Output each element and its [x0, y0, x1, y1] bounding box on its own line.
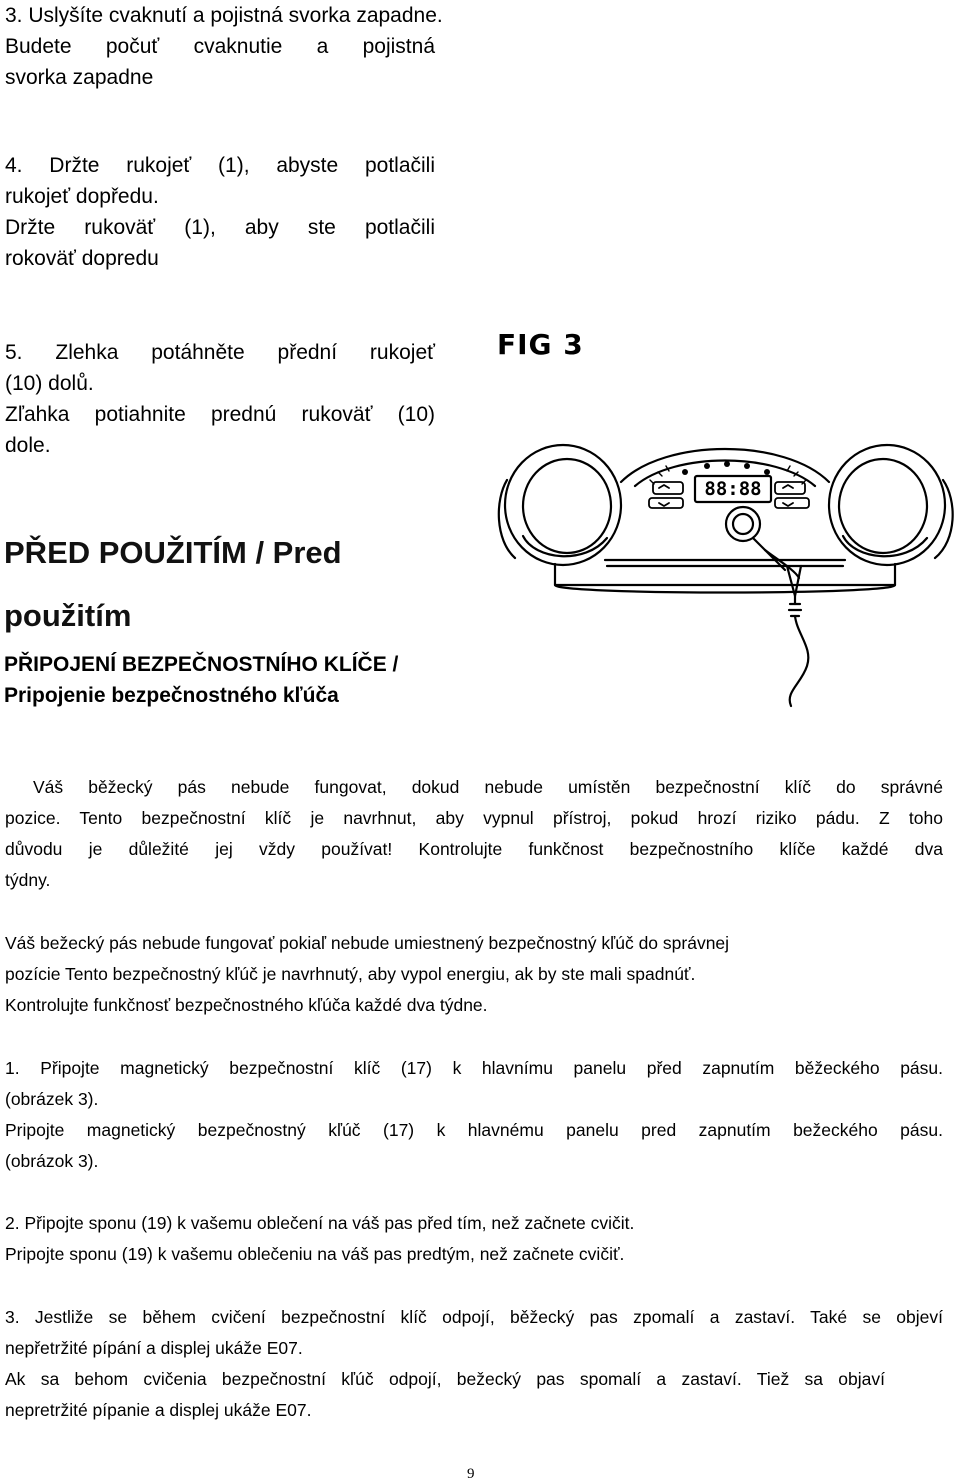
- intro-sk-line-2: pozície Tento bezpečnostný kľúč je navrhnutý, aby vypol energiu, ak by ste mali spadnúť.: [5, 964, 696, 984]
- step-2-block: [5, 1208, 943, 1270]
- section-heading-line-1: PŘED POUŽITÍM / Pred: [4, 535, 342, 570]
- intro-cz-line-3: důvodu je důležité jej vždy používat! Kontrolujte funkčnost bezpečnostního klíče každé dva: [5, 839, 943, 859]
- step-3b-sk-line-2: nepretržité pípanie a displej ukáže E07.: [5, 1400, 312, 1420]
- step-3-block: [5, 0, 443, 93]
- step-5-cz-line-1: 5. Zlehka potáhněte přední rukojeť: [5, 341, 435, 364]
- step-3-sk-line-1: Budete počuť cvaknutie a pojistná: [5, 35, 435, 58]
- left-cup-holder: [499, 445, 621, 565]
- step-4-block: [5, 150, 435, 274]
- safety-key-cord: [790, 616, 809, 706]
- step-1-sk-line-1: Pripojte magnetický bezpečnostný kľúč (17) k hlavnému panelu pred zapnutím bežeckého pásu.: [5, 1120, 943, 1140]
- step-5-cz-line-2: (10) dolů.: [5, 372, 94, 395]
- safety-key-socket: [726, 507, 760, 541]
- step-5-sk-line-1: Zľahka potiahnite prednú rukoväť (10): [5, 403, 435, 426]
- right-cup-holder: [829, 445, 953, 565]
- step-4-cz-line-1: 4. Držte rukojeť (1), abyste potlačili: [5, 154, 435, 177]
- page-number: 9: [467, 1466, 475, 1482]
- figure-label: FIG 3: [497, 328, 584, 361]
- step-1-cz-line-2: (obrázek 3).: [5, 1089, 99, 1109]
- console-housing: [555, 449, 895, 593]
- step-3-bottom-block: [5, 1302, 943, 1426]
- step-3-sk-line-2: svorka zapadne: [5, 66, 154, 89]
- step-4-cz-line-2: rukojeť dopředu.: [5, 185, 159, 208]
- step-4-sk-line-1: Držte rukoväť (1), aby ste potlačili: [5, 216, 435, 239]
- step-3-cz: 3. Uslyšíte cvaknutí a pojistná svorka zapadne.: [5, 4, 443, 27]
- step-1-sk-line-2: (obrázok 3).: [5, 1151, 99, 1171]
- section-heading-line-2: použitím: [4, 598, 132, 633]
- intro-cz-line-2: pozice. Tento bezpečnostní klíč je navrhnut, aby vypnul přístroj, pokud hrozí riziko pádu. Z toho: [5, 808, 943, 828]
- step-2-sk: Pripojte sponu (19) k vašemu oblečeniu na váš pas predtým, než začnete cvičiť.: [5, 1244, 625, 1264]
- intro-cz-line-4: týdny.: [5, 870, 51, 890]
- step-3b-cz-line-2: nepřetržité pípání a displej ukáže E07.: [5, 1338, 303, 1358]
- safety-key-console-illustration: [495, 420, 955, 710]
- intro-cz: [5, 772, 943, 896]
- step-5-sk-line-2: dole.: [5, 434, 51, 457]
- step-2-cz: 2. Připojte sponu (19) k vašemu oblečení na váš pas před tím, než začnete cvičit.: [5, 1213, 635, 1233]
- subheading-line-1: PŘIPOJENÍ BEZPEČNOSTNÍHO KLÍČE /: [4, 653, 399, 676]
- step-1-cz-line-1: 1. Připojte magnetický bezpečnostní klíč (17) k hlavnímu panelu před zapnutím běžeckého pásu.: [5, 1058, 943, 1078]
- step-3b-sk-line-1: Ak sa behom cvičenia bezpečnostní kľúč odpojí, bežecký pas spomalí a zastaví. Tiež sa objaví: [5, 1369, 885, 1389]
- lcd-digits: 88:88: [704, 478, 762, 500]
- step-4-sk-line-2: rokoväť dopredu: [5, 247, 159, 270]
- intro-sk: [5, 928, 917, 1021]
- safety-key: [753, 538, 801, 616]
- intro-cz-line-1: Váš běžecký pás nebude fungovat, dokud nebude umístěn bezpečnostní klíč do správné: [33, 777, 943, 797]
- left-button-cluster: [649, 482, 683, 508]
- step-1-block: [5, 1053, 943, 1177]
- right-button-cluster: [775, 482, 809, 508]
- intro-sk-line-3: Kontrolujte funkčnosť bezpečnostného kľúča každé dva týdne.: [5, 995, 488, 1015]
- step-5-block: [5, 337, 435, 461]
- step-3b-cz-line-1: 3. Jestliže se během cvičení bezpečnostní klíč odpojí, běžecký pas zpomalí a zastaví. Také se objeví: [5, 1307, 943, 1327]
- subheading-line-2: Pripojenie bezpečnostného kľúča: [4, 684, 339, 707]
- intro-sk-line-1: Váš bežecký pás nebude fungovať pokiaľ nebude umiestnený bezpečnostný kľúč do správnej: [5, 933, 730, 953]
